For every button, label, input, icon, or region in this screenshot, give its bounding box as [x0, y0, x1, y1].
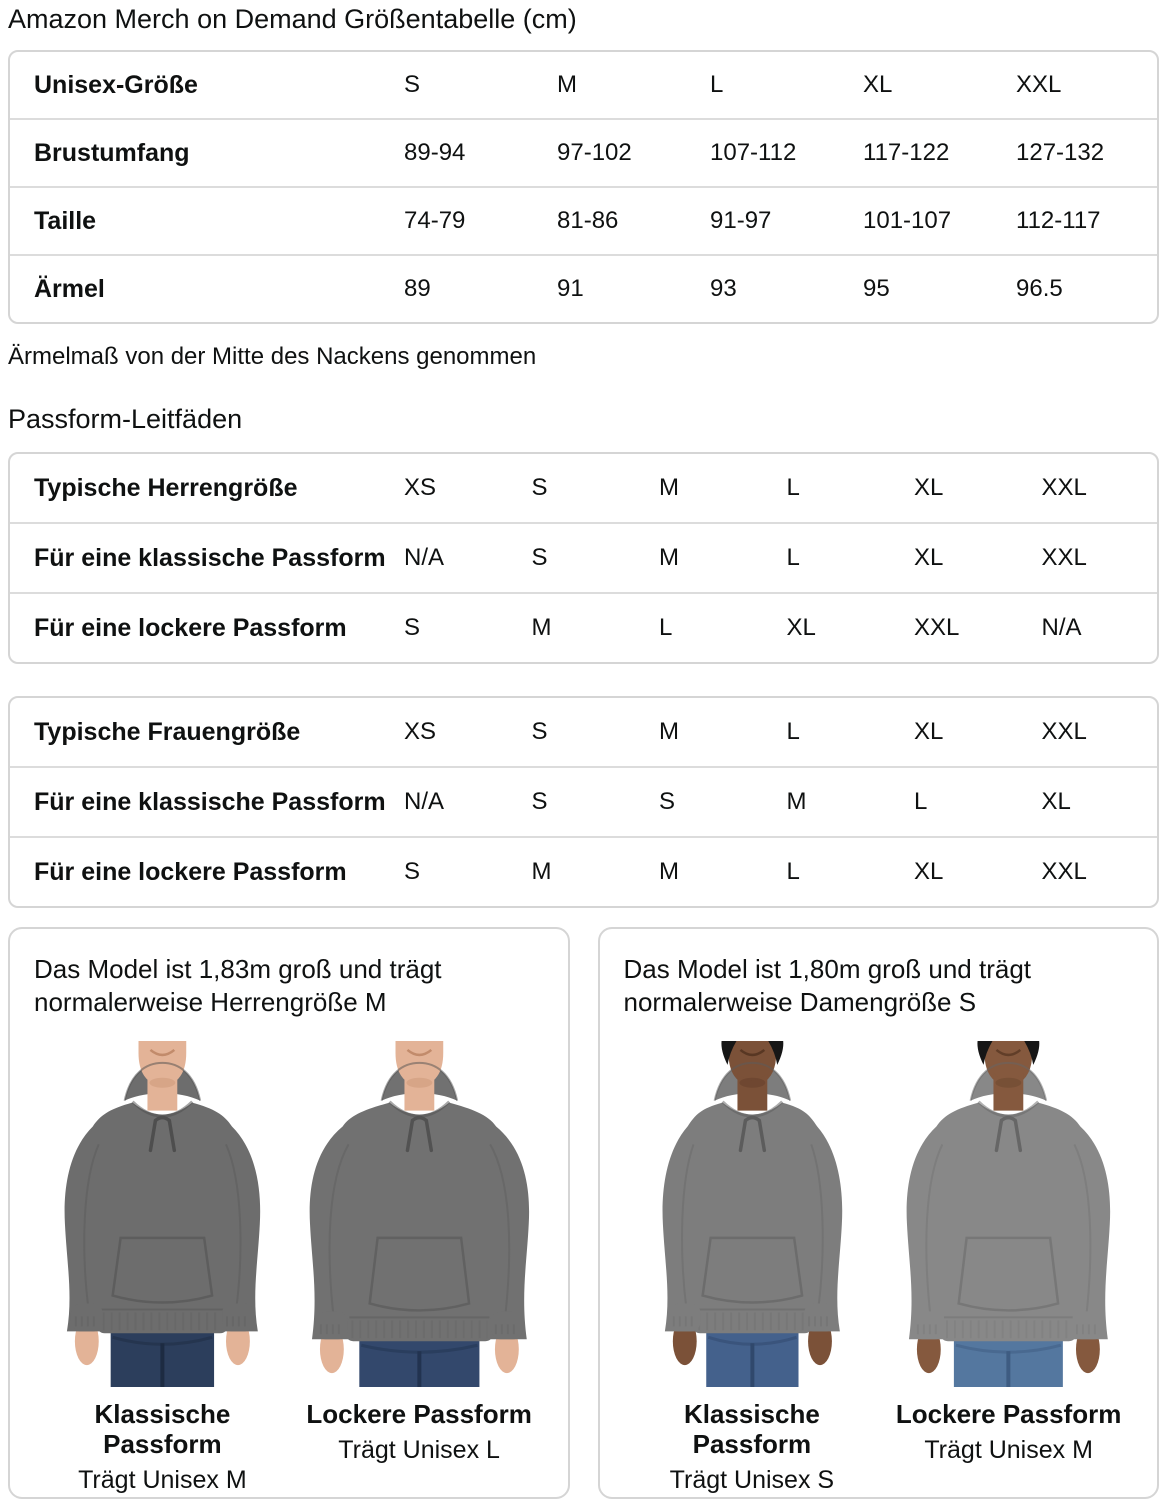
size-cell: XXL	[914, 614, 960, 641]
model-photo-classic-fit	[34, 1041, 291, 1387]
table-row	[10, 254, 1157, 322]
size-cell: S	[531, 718, 548, 745]
fit-type-caption: Klassische Passform	[94, 1399, 231, 1459]
size-cell: 74-79	[404, 207, 466, 234]
size-cell: 127-132	[1016, 139, 1105, 166]
size-cell: 112-117	[1016, 207, 1101, 234]
fit-type-caption: Klassische Passform	[683, 1399, 820, 1459]
size-cell: N/A	[404, 788, 445, 815]
size-cell: 117-122	[863, 139, 950, 166]
size-cell: M	[659, 544, 679, 571]
size-cell: 107-112	[710, 139, 797, 166]
size-cell: L	[786, 718, 800, 745]
page-title: Amazon Merch on Demand Größentabelle (cm)	[8, 4, 577, 34]
size-cell: L	[710, 71, 724, 98]
figure-caption	[624, 1399, 881, 1495]
loose-fit-figure	[291, 1041, 548, 1495]
size-cell: XL	[786, 614, 816, 641]
row-label: Für eine klassische Passform	[34, 787, 386, 816]
classic-fit-figure	[624, 1041, 881, 1495]
size-cell: L	[914, 788, 928, 815]
row-label: Für eine klassische Passform	[34, 543, 386, 572]
size-cell: XS	[404, 474, 437, 501]
size-cell: M	[557, 71, 577, 98]
size-cell: 101-107	[863, 207, 952, 234]
row-label: Typische Frauengröße	[34, 717, 301, 746]
size-cell: XXL	[1016, 71, 1062, 98]
size-cell: 89-94	[404, 139, 466, 166]
size-cell: N/A	[1041, 614, 1082, 641]
table-row	[10, 118, 1157, 186]
size-cell: L	[659, 614, 673, 641]
size-cell: XS	[404, 718, 437, 745]
worn-size-caption: Trägt Unisex M	[924, 1436, 1093, 1464]
classic-fit-figure	[34, 1041, 291, 1495]
size-cell: 91	[557, 275, 584, 302]
size-cell: XL	[914, 474, 944, 501]
size-cell: S	[531, 474, 548, 501]
fit-type-caption: Lockere Passform	[306, 1399, 532, 1429]
size-cell: XXL	[1041, 474, 1087, 501]
fit-type-caption: Lockere Passform	[895, 1399, 1122, 1429]
mens-model-card	[8, 927, 570, 1499]
size-cell: L	[786, 858, 800, 885]
table-row	[10, 186, 1157, 254]
row-label: Unisex-Größe	[34, 70, 198, 99]
size-cell: XL	[914, 858, 944, 885]
size-cell: M	[531, 858, 552, 885]
model-description: Das Model ist 1,83m groß und trägt normalerweise Herrengröße M	[34, 954, 442, 1017]
size-cell: S	[659, 788, 676, 815]
size-cell: M	[659, 858, 679, 885]
model-photo-loose-fit	[880, 1041, 1137, 1387]
size-cell: L	[786, 474, 800, 501]
row-label: Typische Herrengröße	[34, 473, 298, 502]
mens-fit-table	[8, 452, 1159, 664]
row-label: Taille	[34, 206, 97, 235]
size-cell: XXL	[1041, 718, 1087, 745]
size-cell: XL	[914, 718, 944, 745]
row-label: Für eine lockere Passform	[34, 857, 347, 886]
table-row	[10, 522, 1157, 592]
model-photos	[34, 1041, 548, 1495]
size-cell: XL	[914, 544, 944, 571]
size-cell: S	[404, 71, 421, 98]
size-cell: XL	[1041, 788, 1071, 815]
model-photo-classic-fit	[624, 1041, 881, 1387]
size-cell: 96.5	[1016, 275, 1063, 302]
size-cell: 93	[710, 275, 737, 302]
size-cell: M	[531, 614, 552, 641]
size-cell: 81-86	[557, 207, 619, 234]
size-cell: L	[786, 544, 800, 571]
model-description: Das Model ist 1,80m groß und trägt normalerweise Damengröße S	[623, 954, 1032, 1017]
size-cell: 95	[863, 275, 890, 302]
womens-model-card	[598, 927, 1160, 1499]
model-cards	[8, 927, 1159, 1499]
figure-caption	[291, 1399, 548, 1465]
size-cell: M	[659, 718, 679, 745]
table-row	[10, 698, 1157, 766]
size-cell: XXL	[1041, 544, 1087, 571]
size-cell: 97-102	[557, 139, 632, 166]
size-cell: XXL	[1041, 858, 1087, 885]
table-row	[10, 836, 1157, 906]
worn-size-caption: Trägt Unisex L	[338, 1436, 500, 1464]
womens-fit-table	[8, 696, 1159, 908]
size-cell: M	[786, 788, 807, 815]
table-row	[10, 766, 1157, 836]
row-label: Brustumfang	[34, 138, 190, 167]
worn-size-caption: Trägt Unisex M	[78, 1466, 247, 1494]
figure-caption	[880, 1399, 1137, 1465]
size-cell: N/A	[404, 544, 445, 571]
loose-fit-figure	[880, 1041, 1137, 1495]
figure-caption	[34, 1399, 291, 1495]
table-row	[10, 52, 1157, 118]
size-cell: XL	[863, 71, 893, 98]
sleeve-note: Ärmelmaß von der Mitte des Nackens genommen	[8, 343, 537, 370]
size-cell: S	[531, 788, 548, 815]
worn-size-caption: Trägt Unisex S	[669, 1466, 835, 1494]
size-cell: S	[404, 858, 421, 885]
row-label: Ärmel	[34, 274, 105, 303]
row-label: Für eine lockere Passform	[34, 613, 347, 642]
size-table	[8, 50, 1159, 324]
table-row	[10, 454, 1157, 522]
model-photo-loose-fit	[291, 1041, 548, 1387]
size-cell: M	[659, 474, 679, 501]
size-cell: 91-97	[710, 207, 772, 234]
size-cell: 89	[404, 275, 431, 302]
fit-guides-heading: Passform-Leitfäden	[8, 404, 243, 434]
size-cell: S	[404, 614, 421, 641]
size-cell: S	[531, 544, 548, 571]
model-photos	[624, 1041, 1138, 1495]
table-row	[10, 592, 1157, 662]
